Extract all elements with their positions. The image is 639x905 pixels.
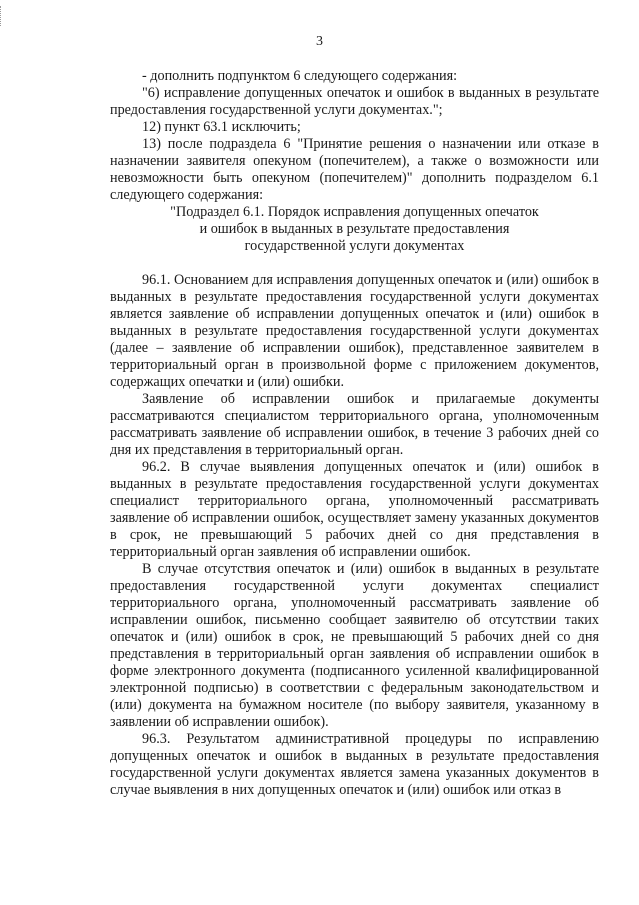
paragraph-subitem-6: "6) исправление допущенных опечаток и ошибок в выданных в результате предоставления государственной услуги документах."; <box>110 85 599 118</box>
paragraph-item-12: 12) пункт 63.1 исключить; <box>142 119 301 135</box>
clause-96-3: 96.3. Результатом административной процедуры по исправлению допущенных опечаток и ошибок в выданных в результате предоставления государственной услуги документах является замена указанных документов в случае выявления в них допущенных опечаток и (или) ошибок или отказ в <box>110 731 599 798</box>
page-number: 3 <box>316 34 323 49</box>
scan-edge-mark <box>0 6 4 26</box>
clause-96-2: 96.2. В случае выявления допущенных опечаток и (или) ошибок в выданных в результате предоставления государственной услуги документах специалист территориального органа, уполномоченный рассматривать заявление об исправлении ошибок, осуществляет замену указанных документов в срок, не превышающий 5 рабочих дней со дня представления в территориальный орган заявления об исправлении ошибок. <box>110 459 599 560</box>
heading-line-2: и ошибок в выданных в результате предоставления <box>199 221 510 237</box>
heading-line-1: "Подраздел 6.1. Порядок исправления допущенных опечаток <box>170 204 539 220</box>
subsection-heading <box>110 204 599 255</box>
paragraph-review-period: Заявление об исправлении ошибок и прилагаемые документы рассматриваются специалистом территориального органа, уполномоченным рассматривать заявление об исправлении ошибок, в течение 3 рабочих дней со дня их представления в территориальный орган. <box>110 391 599 458</box>
clause-96-1: 96.1. Основанием для исправления допущенных опечаток и (или) ошибок в выданных в результате предоставления государственной услуги документах является заявление об исправлении допущенных опечаток и (или) ошибок в выданных в результате предоставления государственной услуги документах (далее – заявление об исправлении ошибок), представленное заявителем в территориальный орган в произвольной форме с приложением документов, содержащих опечатки и (или) ошибки. <box>110 272 599 390</box>
paragraph-no-errors: В случае отсутствия опечаток и (или) ошибок в выданных в результате предоставления государственной услуги документах специалист территориального органа, уполномоченный рассматривать заявление об исправлении ошибок, письменно сообщает заявителю об отсутствии таких опечаток и (или) ошибок в срок, не превышающий 5 рабочих дней со дня представления в территориальный орган заявления об исправлении ошибок в форме электронного документа (подписанного усиленной квалифицированной электронной подписью) в соответствии с федеральным законодательством и (или) документа на бумажном носителе (по выбору заявителя, указанному в заявлении об исправлении ошибок). <box>110 561 599 730</box>
paragraph-item-13: 13) после подраздела 6 "Принятие решения о назначении или отказе в назначении заявителя опекуном (попечителем), а также о возможности или невозможности быть опекуном (попечителем)" дополнить подразделом 6.1 следующего содержания: <box>110 136 599 203</box>
heading-spacer <box>110 255 599 272</box>
document-body <box>110 68 599 799</box>
paragraph-amendment-intro: - дополнить подпунктом 6 следующего содержания: <box>142 68 458 84</box>
heading-line-3: государственной услуги документах <box>244 238 465 254</box>
